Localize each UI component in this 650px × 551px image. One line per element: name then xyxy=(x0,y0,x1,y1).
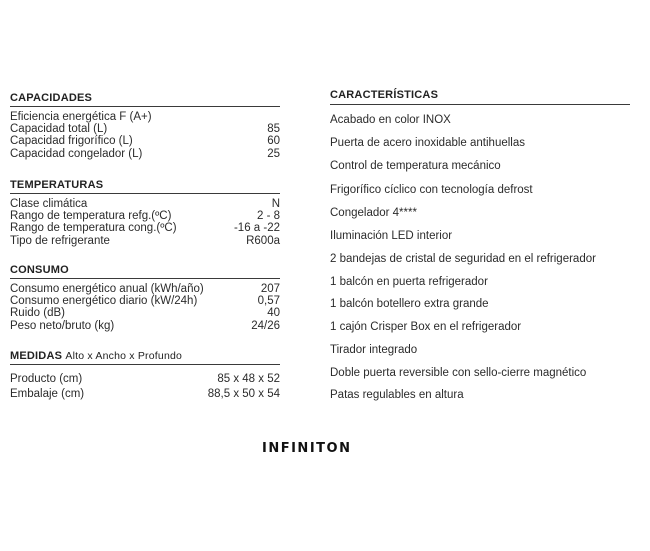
spec-label: Capacidad congelador (L) xyxy=(10,147,143,160)
spec-value: 0,57 xyxy=(257,295,280,308)
section-title xyxy=(10,349,280,365)
spec-row xyxy=(10,235,280,247)
spec-value: 85 xyxy=(267,123,280,136)
feature-item: Control de temperatura mecánico xyxy=(330,160,501,172)
spec-row xyxy=(10,320,280,332)
spec-value: 25 xyxy=(267,147,280,160)
brand-logo: INFINITON xyxy=(262,441,352,456)
spec-label: Peso neto/bruto (kg) xyxy=(10,319,115,332)
spec-label: Clase climática xyxy=(10,198,88,210)
feature-item: Congelador 4**** xyxy=(330,207,417,219)
rows xyxy=(10,198,280,247)
spec-row xyxy=(10,295,280,307)
section-temperaturas xyxy=(10,178,280,247)
section-consumo xyxy=(10,263,280,332)
spec-value: 85 x 48 x 52 xyxy=(217,373,280,385)
spec-label: Consumo energético anual (kWh/año) xyxy=(10,283,204,295)
section-title: CONSUMO xyxy=(10,263,280,279)
feature-item: Tirador integrado xyxy=(330,344,418,356)
feature-item: Patas regulables en altura xyxy=(330,389,464,401)
feature-item: 1 balcón en puerta refrigerador xyxy=(330,276,488,288)
spec-value: 88,5 x 50 x 54 xyxy=(207,388,280,400)
spec-label: Consumo energético diario (kW/24h) xyxy=(10,295,198,308)
spec-value: 207 xyxy=(260,283,280,295)
feature-item: 2 bandejas de cristal de seguridad en el refrigerador xyxy=(330,253,596,265)
feature-item: Puerta de acero inoxidable antihuellas xyxy=(330,137,525,149)
spec-value: 60 xyxy=(267,135,280,148)
spec-label: Producto (cm) xyxy=(10,373,83,385)
rows xyxy=(10,372,280,402)
feature-item: 1 cajón Crisper Box en el refrigerador xyxy=(330,321,522,333)
spec-row xyxy=(10,283,280,295)
spec-row xyxy=(10,148,280,160)
spec-label: Ruido (dB) xyxy=(10,307,65,320)
spec-label: Capacidad total (L) xyxy=(10,123,108,136)
spec-value: 40 xyxy=(267,307,280,320)
feature-item: Frigorífico cíclico con tecnología defrost xyxy=(330,184,533,196)
spec-row xyxy=(10,387,280,402)
spec-label: Capacidad frigorífico (L) xyxy=(10,135,133,148)
spec-label: Rango de temperatura refg.(ºC) xyxy=(10,210,172,223)
spec-row xyxy=(10,372,280,387)
spec-row xyxy=(10,198,280,210)
rows xyxy=(10,111,280,160)
features-title: CARACTERÍSTICAS xyxy=(330,88,630,105)
spec-row xyxy=(10,222,280,234)
section-capacidades xyxy=(10,91,280,160)
section-title-text: MEDIDAS xyxy=(10,350,63,362)
spec-value: 2 - 8 xyxy=(256,210,280,223)
feature-item: Iluminación LED interior xyxy=(330,230,453,242)
spec-label: Embalaje (cm) xyxy=(10,388,85,400)
spec-value: 24/26 xyxy=(251,319,280,332)
section-title: TEMPERATURAS xyxy=(10,178,280,194)
spec-label: Eficiencia energética F (A+) xyxy=(10,111,152,123)
feature-item: 1 balcón botellero extra grande xyxy=(330,298,489,310)
section-title: CAPACIDADES xyxy=(10,91,280,107)
spec-label: Tipo de refrigerante xyxy=(10,234,110,247)
rows xyxy=(10,283,280,332)
spec-row xyxy=(10,210,280,222)
spec-row xyxy=(10,111,280,123)
feature-item: Acabado en color INOX xyxy=(330,114,451,126)
spec-value: N xyxy=(271,198,280,210)
feature-item: Doble puerta reversible con sello-cierre magnético xyxy=(330,367,587,379)
section-medidas xyxy=(10,349,280,402)
spec-value: -16 a -22 xyxy=(233,222,280,235)
spec-row xyxy=(10,135,280,147)
spec-value: R600a xyxy=(246,234,280,247)
spec-row xyxy=(10,307,280,319)
spec-row xyxy=(10,123,280,135)
spec-label: Rango de temperatura cong.(ºC) xyxy=(10,222,177,235)
section-subtitle: Alto x Ancho x Profundo xyxy=(65,350,183,362)
